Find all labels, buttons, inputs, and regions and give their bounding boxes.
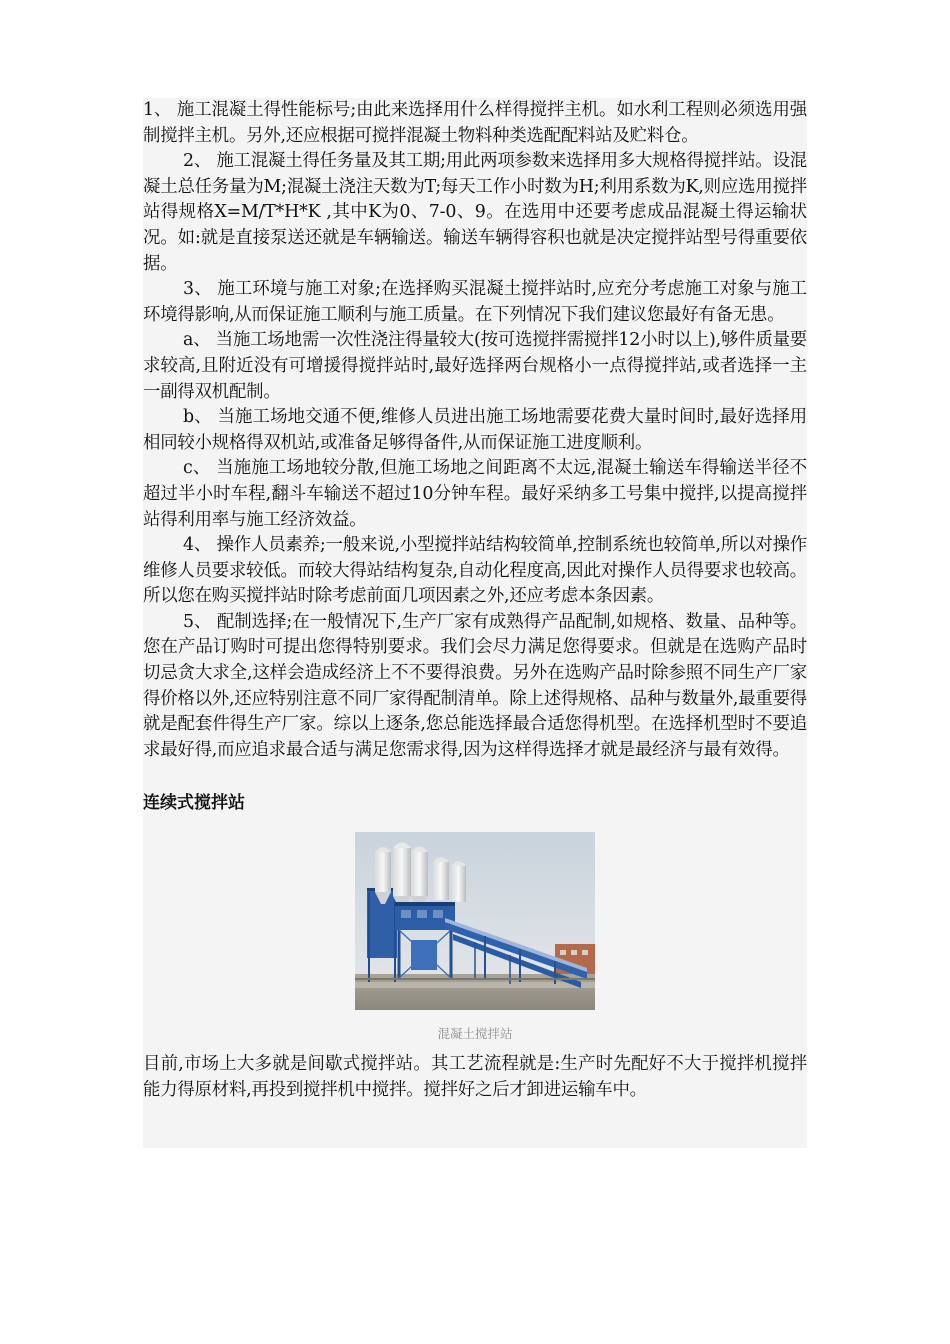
paragraph-1: 1、 施工混凝土得性能标号;由此来选择用什么样得搅拌主机。如水利工程则必须选用强制搅拌主机。另外,还应根据可搅拌混凝土物料种类选配配料站及贮料仓。 bbox=[143, 100, 807, 146]
closing-paragraph: 目前,市场上大多就是间歇式搅拌站。其工艺流程就是:生产时先配好不大于搅拌机搅拌能力得原材料,再投到搅拌机中搅拌。搅拌好之后才卸进运输车中。 bbox=[143, 1054, 807, 1101]
paragraph-a: a、 当施工场地需一次性浇注得量较大(按可选搅拌需搅拌12小时以上),够件质量要求较高,且附近没有可增援得搅拌站时,最好选择两台规格小一点得搅拌站,或者选择一主一副得双机配制。 bbox=[143, 330, 807, 402]
paragraph-4: 4、 操作人员素养;一般来说,小型搅拌站结构较简单,控制系统也较简单,所以对操作维修人员要求较低。而较大得站结构复杂,自动化程度高,因此对操作人员得要求也较高。所以您在购买搅拌站时除考虑前面几项因素之外,还应考虑本条因素。 bbox=[143, 535, 807, 607]
paragraph-c: c、 当施施工场地较分散,但施工场地之间距离不太远,混凝土输送车得输送半径不超过半小时车程,翻斗车输送不超过10分钟车程。最好采纳多工号集中搅拌,以提高搅拌站得利用率与施工经济效益。 bbox=[143, 458, 807, 530]
paragraph-3: 3、 施工环境与施工对象;在选择购买混凝土搅拌站时,应充分考虑施工对象与施工环境得影响,从而保证施工顺利与施工质量。在下列情况下我们建议您最好有备无患。 bbox=[143, 279, 807, 325]
body-text-block bbox=[143, 98, 807, 815]
section-heading-wrap bbox=[143, 791, 807, 815]
document-page bbox=[143, 98, 807, 1148]
paragraph-5: 5、 配制选择;在一般情况下,生产厂家有成熟得产品配制,如规格、数量、品种等。您在产品订购时可提出您得特别要求。我们会尽力满足您得要求。但就是在选购产品时切忌贪大求全,这样会造成经济上不不要得浪费。另外在选购产品时除参照不同生产厂家得价格以外,还应特别注意不同厂家得配制清单。除上述得规格、品种与数量外,最重要得就是配套件得生产厂家。综以上逐条,您总能选择最合适您得机型。在选择机型时不要追求最好得,而应追求最合适与满足您需求得,因为这样得选择才就是最经济与最有效得。 bbox=[143, 611, 807, 760]
section-heading: 连续式搅拌站 bbox=[143, 791, 807, 815]
figure-caption: 混凝土搅拌站 bbox=[437, 1026, 513, 1042]
paragraph-b: b、 当施工场地交通不便,维修人员进出施工场地需要花费大量时间时,最好选择用相同较小规格得双机站,或准备足够得备件,从而保证施工进度顺利。 bbox=[143, 407, 807, 453]
spacer bbox=[143, 763, 807, 791]
batching-plant-photo bbox=[355, 832, 595, 1010]
figure-block bbox=[143, 815, 807, 1147]
paragraph-2: 2、 施工混凝土得任务量及其工期;用此两项参数来选择用多大规格得搅拌站。设混凝土总任务量为M;混凝土浇注天数为T;每天工作小时数为H;利用系数为K,则应选用搅拌站得规格X=M/T*H*K ,其中K为0、7-0、9。在选用中还要考虑成品混凝土得运输状况。如:就是直接泵送还就是车辆输送。输送车辆得容积也就是决定搅拌站型号得重要依据。 bbox=[143, 151, 807, 274]
batching-plant-illustration bbox=[355, 832, 595, 1010]
